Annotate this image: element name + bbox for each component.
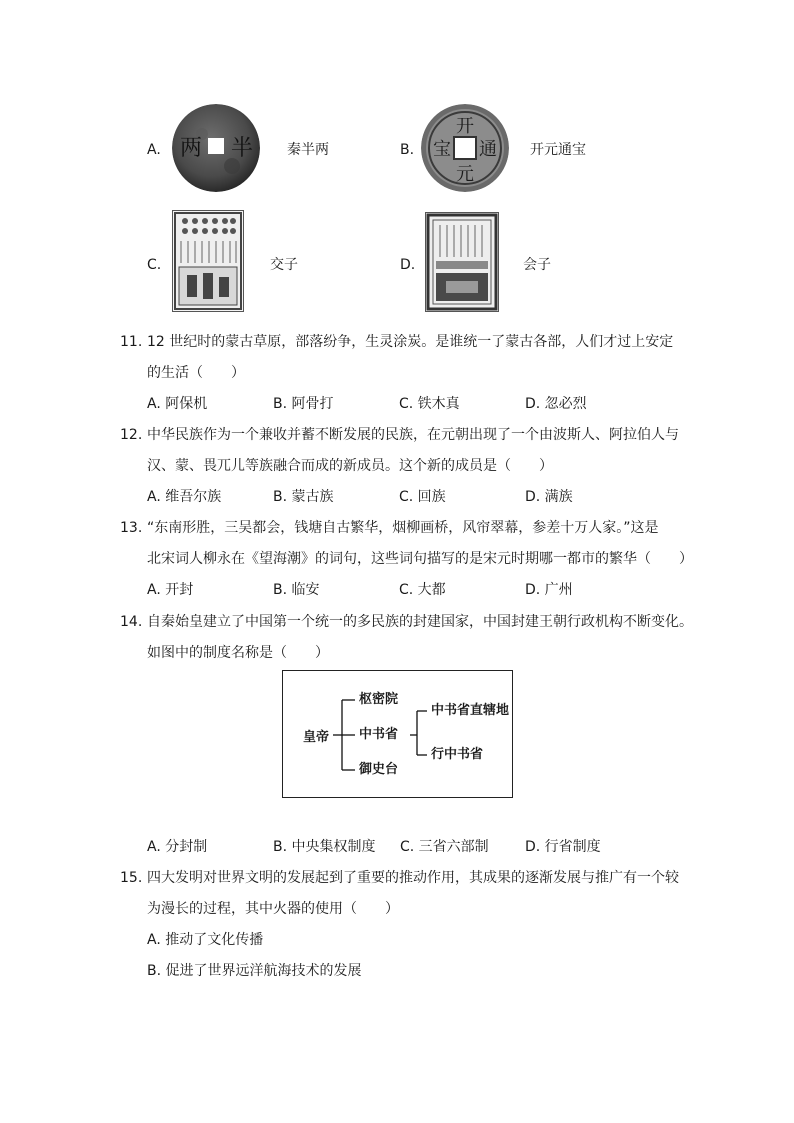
coin-char: 宝 [433, 139, 451, 160]
diagram-node-shumiyuan: 枢密院 [359, 692, 399, 707]
option-a[interactable]: A. 开封 [147, 582, 194, 598]
option-c[interactable]: C. 大都 [399, 582, 446, 598]
jiaozi-banknote-image [172, 210, 244, 312]
option-d[interactable]: D. 行省制度 [525, 839, 601, 855]
question-text-line: 汉、蒙、畏兀儿等族融合而成的新成员。这个新的成员是（ ） [147, 458, 553, 474]
option-a[interactable]: A. 推动了文化传播 [147, 932, 264, 948]
option-letter: D. [400, 257, 416, 273]
option-a[interactable]: A. 阿保机 [147, 396, 208, 412]
coin-char: 半 [230, 136, 254, 161]
option-b[interactable]: B. 中央集权制度 [273, 839, 376, 855]
coin-char: 元 [456, 164, 474, 185]
banliang-coin-image [172, 104, 260, 192]
option-label: 会子 [523, 257, 551, 273]
huizi-banknote-image [425, 212, 499, 312]
option-c[interactable]: C. 铁木真 [399, 396, 460, 412]
option-c[interactable]: C. 回族 [399, 489, 446, 505]
diagram-node-zhongshusheng: 中书省 [359, 727, 399, 742]
question-number: 12. [120, 427, 143, 443]
question-number: 11. [120, 334, 143, 350]
question-number: 13. [120, 520, 143, 536]
question-text-line: 如图中的制度名称是（ ） [147, 645, 329, 661]
question-number: 14. [120, 614, 143, 630]
diagram-node-xingzhongshusheng: 行中书省 [431, 747, 484, 762]
diagram-node-yushitai: 御史台 [359, 762, 399, 777]
question-text-line: 自秦始皇建立了中国第一个统一的多民族的封建国家，中国封建王朝行政机构不断变化。 [147, 614, 693, 630]
option-label: 开元通宝 [530, 142, 586, 158]
question-text-line: 12 世纪时的蒙古草原，部落纷争，生灵涂炭。是谁统一了蒙古各部，人们才过上安定 [147, 334, 674, 350]
option-label: 交子 [270, 257, 298, 273]
diagram-node-zhixiadi: 中书省直辖地 [431, 703, 510, 718]
option-b[interactable]: B. 蒙古族 [273, 489, 334, 505]
option-b[interactable]: B. 促进了世界远洋航海技术的发展 [147, 963, 362, 979]
option-a[interactable]: A. 维吾尔族 [147, 489, 222, 505]
administrative-structure-diagram [282, 670, 513, 798]
option-b[interactable]: B. 临安 [273, 582, 320, 598]
option-c[interactable]: C. 三省六部制 [400, 839, 489, 855]
diagram-node-emperor: 皇帝 [303, 730, 330, 745]
question-text-line: 中华民族作为一个兼收并蓄不断发展的民族，在元朝出现了一个由波斯人、阿拉伯人与 [147, 427, 679, 443]
option-d[interactable]: D. 忽必烈 [525, 396, 587, 412]
option-d[interactable]: D. 广州 [525, 582, 573, 598]
option-d[interactable]: D. 满族 [525, 489, 573, 505]
question-text-line: 北宋词人柳永在《望海潮》的词句，这些词句描写的是宋元时期哪一都市的繁华（ ） [147, 551, 693, 567]
option-b[interactable]: B. 阿骨打 [273, 396, 334, 412]
coin-char: 通 [479, 139, 497, 160]
question-text-line: “东南形胜，三吴都会，钱塘自古繁华，烟柳画桥，风帘翠幕，参差十万人家。”这是 [147, 520, 659, 536]
kaiyuan-coin-image [421, 104, 509, 192]
question-text-line: 四大发明对世界文明的发展起到了重要的推动作用，其成果的逐渐发展与推广有一个较 [147, 870, 679, 886]
option-label: 秦半两 [287, 142, 329, 158]
option-letter: B. [400, 142, 415, 158]
coin-char: 开 [456, 116, 474, 137]
question-number: 15. [120, 870, 143, 886]
question-text-line: 的生活（ ） [147, 365, 245, 381]
option-a[interactable]: A. 分封制 [147, 839, 208, 855]
option-letter: C. [147, 257, 162, 273]
coin-char: 两 [179, 136, 203, 161]
question-text-line: 为漫长的过程，其中火器的使用（ ） [147, 901, 399, 917]
option-letter: A. [147, 142, 161, 158]
